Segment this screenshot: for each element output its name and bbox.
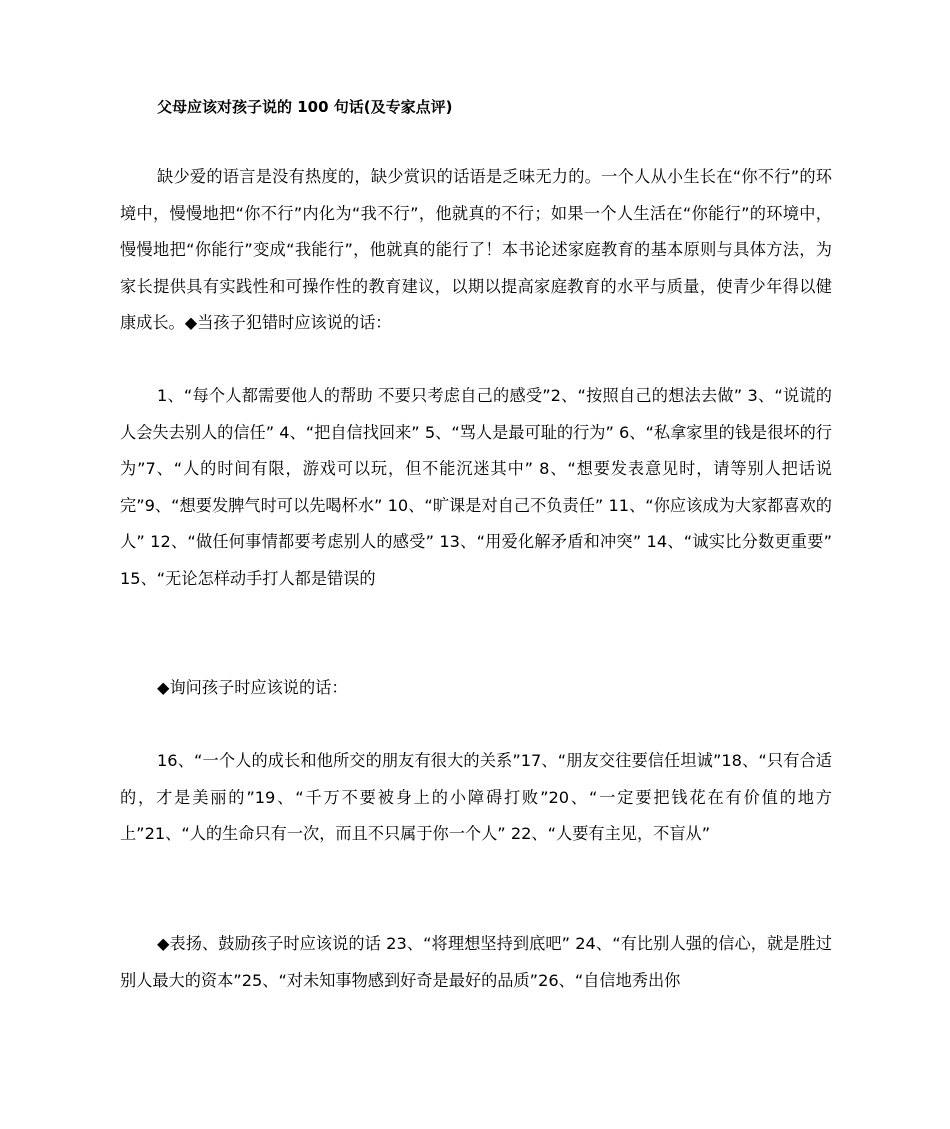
intro-paragraph: 缺少爱的语言是没有热度的，缺少赏识的话语是乏味无力的。一个人从小生长在“你不行”的环境中，慢慢地把“你不行”内化为“我不行”，他就真的不行；如果一个人生活在“你能行”的环境中，慢慢地把“你能行”变成“我能行”，他就真的能行了！本书论述家庭教育的基本原则与具体方法，为家长提供具有实践性和可操作性的教育建议，以期以提高家庭教育的水平与质量，使青少年得以健康成长。◆当孩子犯错时应该说的话： <box>120 167 832 332</box>
praise-section: ◆表扬、鼓励孩子时应该说的话 23、“将理想坚持到底吧” 24、“有比别人强的信心，就是胜过别人最大的资本”25、“对未知事物感到好奇是最好的品质”26、“自信地秀出你 <box>120 934 832 990</box>
document-title: 父母应该对孩子说的 100 句话(及专家点评) <box>157 98 453 116</box>
wrong-behavior-section: 1、“每个人都需要他人的帮助 不要只考虑自己的感受”2、“按照自己的想法去做” 3、“说谎的人会失去别人的信任” 4、“把自信找回来” 5、“骂人是最可耻的行为” 6、“私拿家里的钱是很坏的行为”7、“人的时间有限，游戏可以玩，但不能沉迷其中” 8、“想要发表意见时，请等别人把话说完”9、“想要发脾气时可以先喝杯水” 10、“旷课是对自己不负责任” 11、“你应该成为大家都喜欢的人” 12、“做任何事情都要考虑别人的感受” 13、“用爱化解矛盾和冲突” 14、“诚实比分数更重要” 15、“无论怎样动手打人都是错误的 <box>120 386 832 588</box>
ask-section: 16、“一个人的成长和他所交的朋友有很大的关系”17、“朋友交往要信任坦诚”18、“只有合适的，才是美丽的”19、“千万不要被身上的小障碍打败”20、“一定要把钱花在有价值的地方上”21、“人的生命只有一次，而且不只属于你一个人” 22、“人要有主见，不盲从” <box>120 751 832 843</box>
ask-section-heading: ◆询问孩子时应该说的话： <box>157 678 348 697</box>
